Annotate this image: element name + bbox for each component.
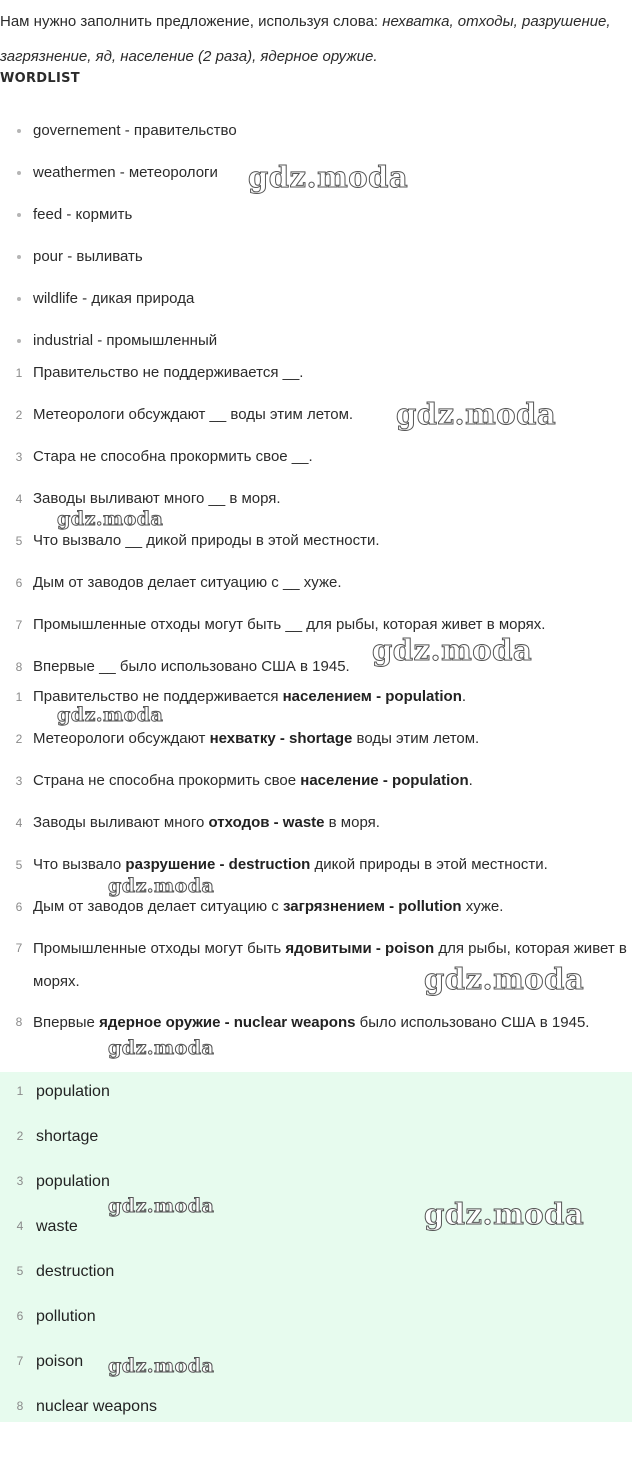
list-item: wildlife - дикая природа xyxy=(0,278,237,320)
answer-item: 7 poison xyxy=(16,1353,84,1370)
watermark: gdz.moda xyxy=(372,633,533,667)
solution-item: 1 Правительство не поддерживается населением - population. xyxy=(15,688,467,705)
question-item: 1 Правительство не поддерживается __. xyxy=(15,364,304,381)
intro-text: Нам нужно заполнить предложение, используя слова: xyxy=(0,13,383,30)
answer-highlight: ядовитыми - poison xyxy=(285,940,435,957)
bullet-icon xyxy=(17,297,21,301)
bullet-icon xyxy=(17,129,21,133)
answer-highlight: населением - population xyxy=(282,688,462,705)
watermark: gdz.moda xyxy=(57,704,164,726)
answer-item: 6 pollution xyxy=(16,1308,96,1325)
watermark: gdz.moda xyxy=(396,397,557,431)
question-item: 8 Впервые __ было использовано США в 1945. xyxy=(15,658,350,675)
question-item: 4 Заводы выливают много __ в моря. xyxy=(15,490,281,507)
solution-item: 7 Промышленные отходы могут быть ядовитыми - poison для рыбы, которая живет в морях. xyxy=(15,940,627,990)
question-item: 5 Что вызвало __ дикой природы в этой местности. xyxy=(15,532,380,549)
answers-block xyxy=(0,1072,632,1422)
watermark: gdz.moda xyxy=(57,508,164,530)
list-item: feed - кормить xyxy=(0,194,237,236)
watermark: gdz.moda xyxy=(424,1197,585,1231)
answer-item: 1 population xyxy=(16,1083,110,1100)
watermark: gdz.moda xyxy=(108,1355,215,1377)
solution-item: 3 Страна не способна прокормить свое население - population. xyxy=(15,772,473,789)
watermark: gdz.moda xyxy=(424,962,585,996)
solution-item: 5 Что вызвало разрушение - destruction дикой природы в этой местности. xyxy=(15,856,548,873)
watermark: gdz.moda xyxy=(108,1195,215,1217)
answer-highlight: ядерное оружие - nuclear weapons xyxy=(99,1014,356,1031)
answer-item: 3 population xyxy=(16,1173,110,1190)
answer-highlight: население - population xyxy=(300,772,469,789)
solution-item: 2 Метеорологи обсуждают нехватку - shortage воды этим летом. xyxy=(15,730,480,747)
bullet-icon xyxy=(17,171,21,175)
wordlist-heading: WORDLIST xyxy=(0,71,80,86)
question-item: 2 Метеорологи обсуждают __ воды этим летом. xyxy=(15,406,354,423)
intro-words: нехватка, отходы, разрушение, загрязнение, яд, население (2 раза), ядерное оружие. xyxy=(0,13,611,65)
bullet-icon xyxy=(17,213,21,217)
question-item: 3 Стара не способна прокормить свое __. xyxy=(15,448,313,465)
answer-item: 8 nuclear weapons xyxy=(16,1398,157,1415)
answer-highlight: нехватку - shortage xyxy=(209,730,353,747)
solution-item: 8 Впервые ядерное оружие - nuclear weapons было использовано США в 1945. xyxy=(15,1014,590,1031)
answer-highlight: отходов - waste xyxy=(208,814,325,831)
bullet-icon xyxy=(17,339,21,343)
list-item: governement - правительство xyxy=(0,110,237,152)
bullet-icon xyxy=(17,255,21,259)
list-item: industrial - промышленный xyxy=(0,320,237,362)
solution-item: 4 Заводы выливают много отходов - waste в моря. xyxy=(15,814,380,831)
wordlist xyxy=(0,110,237,362)
question-item: 7 Промышленные отходы могут быть __ для рыбы, которая живет в морях. xyxy=(15,616,546,633)
watermark: gdz.moda xyxy=(248,160,409,194)
question-item: 6 Дым от заводов делает ситуацию с __ хуже. xyxy=(15,574,342,591)
answer-item: 2 shortage xyxy=(16,1128,99,1145)
answer-item: 4 waste xyxy=(16,1218,78,1235)
watermark: gdz.moda xyxy=(108,1037,215,1059)
watermark: gdz.moda xyxy=(108,875,215,897)
list-item: weathermen - метеорологи xyxy=(0,152,237,194)
task-intro xyxy=(0,4,630,74)
answer-highlight: разрушение - destruction xyxy=(125,856,311,873)
answer-item: 5 destruction xyxy=(16,1263,115,1280)
answer-list xyxy=(0,1074,157,1434)
solution-item: 6 Дым от заводов делает ситуацию с загрязнением - pollution хуже. xyxy=(15,898,504,915)
list-item: pour - выливать xyxy=(0,236,237,278)
answer-highlight: загрязнением - pollution xyxy=(282,898,462,915)
